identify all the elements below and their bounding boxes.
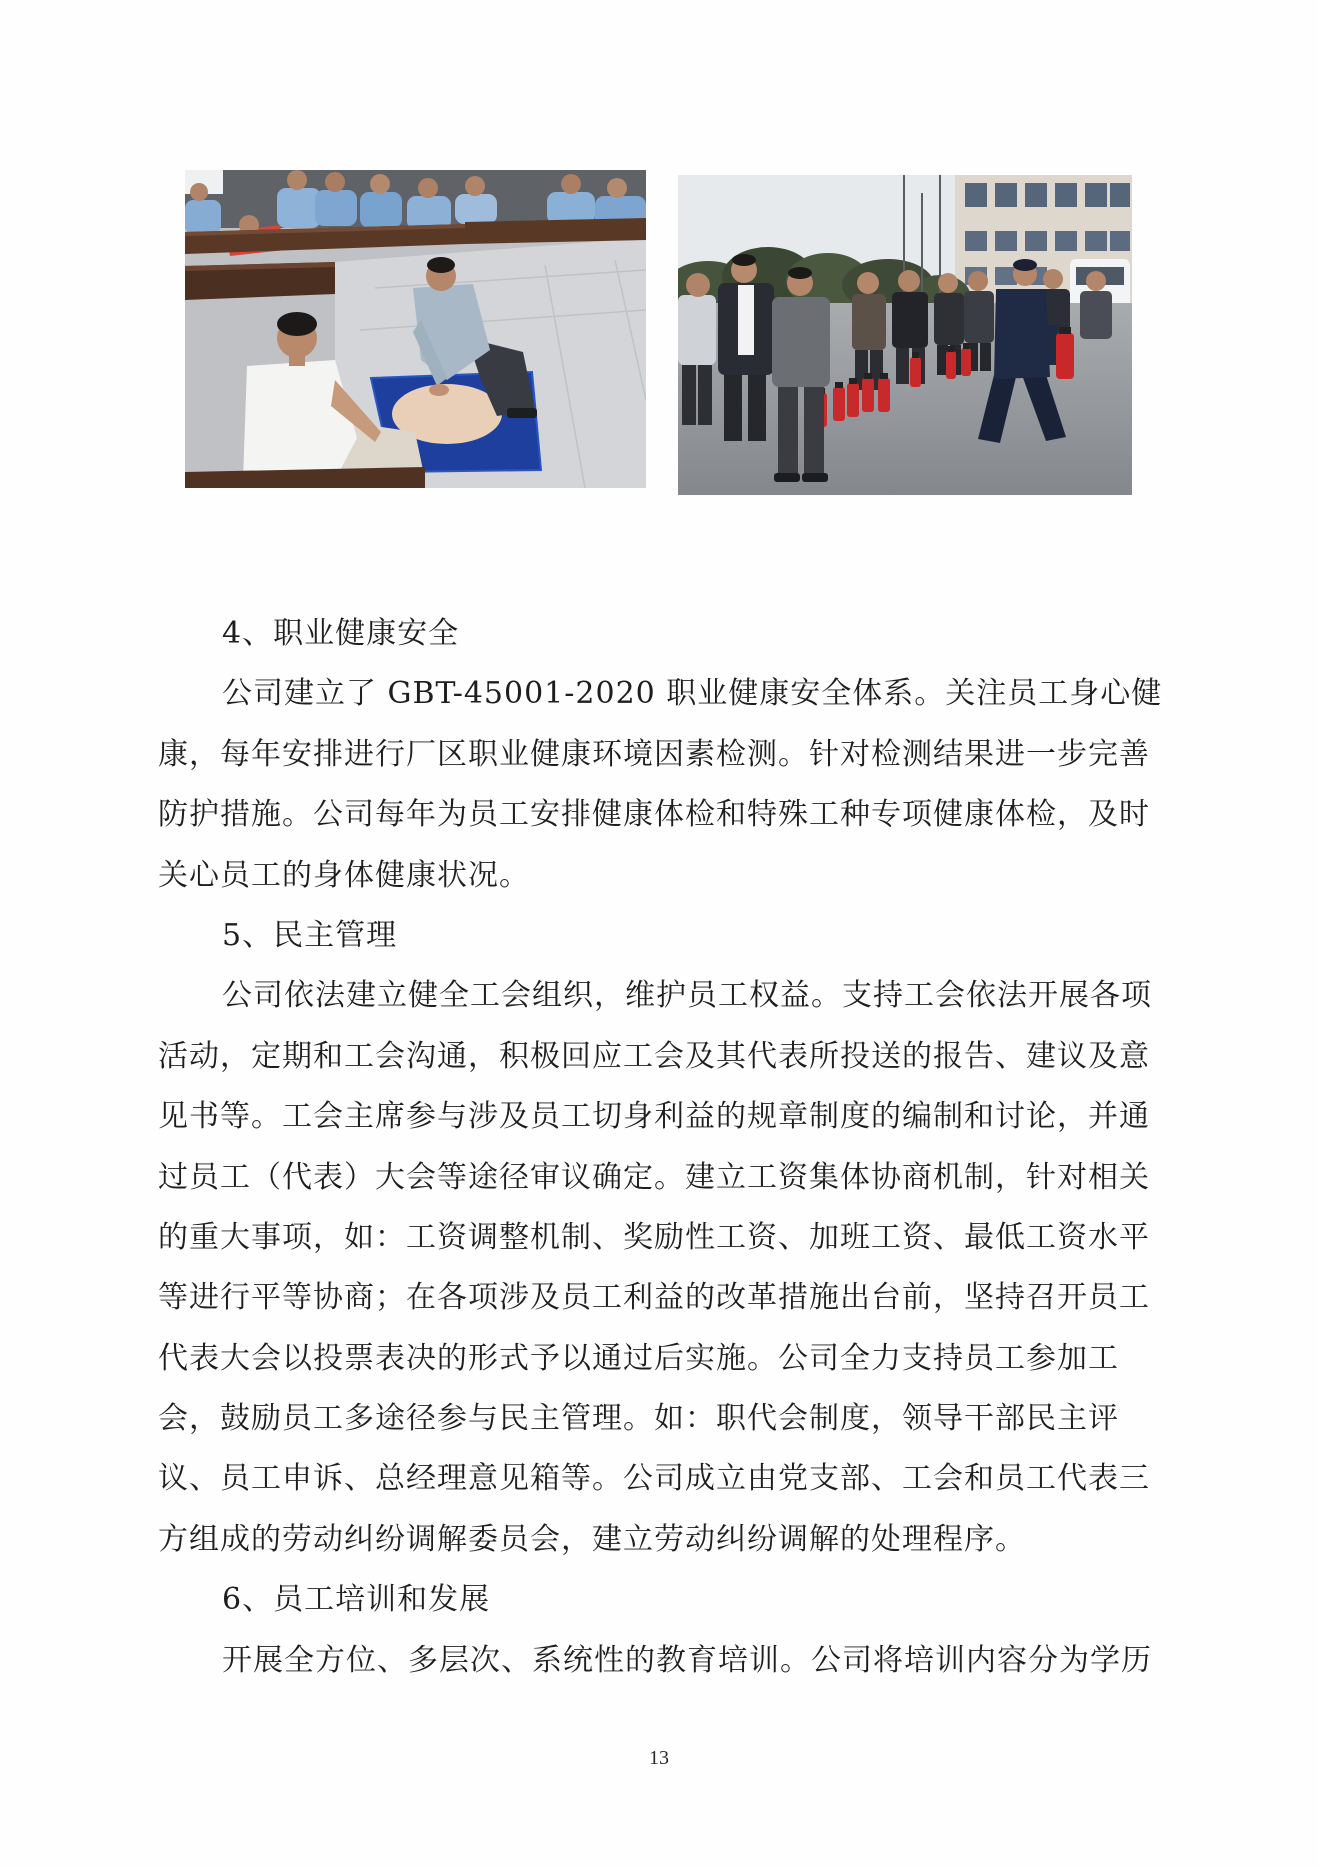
occupational-health-safety-heading: 4、职业健康安全 xyxy=(222,616,460,651)
democratic-management-heading: 5、民主管理 xyxy=(222,917,398,953)
paragraph-line: 会，鼓励员工多途径参与民主管理。如：职代会制度，领导干部民主评 xyxy=(158,1401,1119,1437)
document-body xyxy=(158,604,1163,1691)
paragraph-line: 康，每年安排进行厂区职业健康环境因素检测。针对检测结果进一步完善 xyxy=(158,736,1150,772)
page-number: 13 xyxy=(649,1747,669,1769)
paragraph-line: 议、员工申诉、总经理意见箱等。公司成立由党支部、工会和员工代表三 xyxy=(158,1461,1150,1497)
cpr-training-photo xyxy=(185,170,646,488)
fire-drill-photo xyxy=(678,175,1132,495)
paragraph-line: 公司依法建立健全工会组织，维护员工权益。支持工会依法开展各项 xyxy=(222,978,1152,1014)
paragraph-line: 公司建立了 GBT-45001-2020 职业健康安全体系。关注员工身心健 xyxy=(222,676,1163,712)
paragraph-line: 防护措施。公司每年为员工安排健康体检和特殊工种专项健康体检，及时 xyxy=(158,797,1150,833)
employee-training-heading: 6、员工培训和发展 xyxy=(222,1582,491,1618)
paragraph-line: 代表大会以投票表决的形式予以通过后实施。公司全力支持员工参加工 xyxy=(158,1340,1119,1376)
paragraph-line: 开展全方位、多层次、系统性的教育培训。公司将培训内容分为学历 xyxy=(222,1642,1152,1678)
paragraph-line: 等进行平等协商；在各项涉及员工利益的改革措施出台前，坚持召开员工 xyxy=(158,1280,1150,1316)
paragraph-line: 见书等。工会主席参与涉及员工切身利益的规章制度的编制和讨论，并通 xyxy=(158,1099,1150,1135)
paragraph-line: 过员工（代表）大会等途径审议确定。建立工资集体协商机制，针对相关 xyxy=(158,1159,1150,1195)
paragraph-line: 的重大事项，如：工资调整机制、奖励性工资、加班工资、最低工资水平 xyxy=(158,1219,1150,1255)
paragraph-line: 活动，定期和工会沟通，积极回应工会及其代表所投送的报告、建议及意 xyxy=(158,1038,1150,1074)
paragraph-line: 关心员工的身体健康状况。 xyxy=(158,857,530,893)
paragraph-line: 方组成的劳动纠纷调解委员会，建立劳动纠纷调解的处理程序。 xyxy=(158,1521,1026,1557)
